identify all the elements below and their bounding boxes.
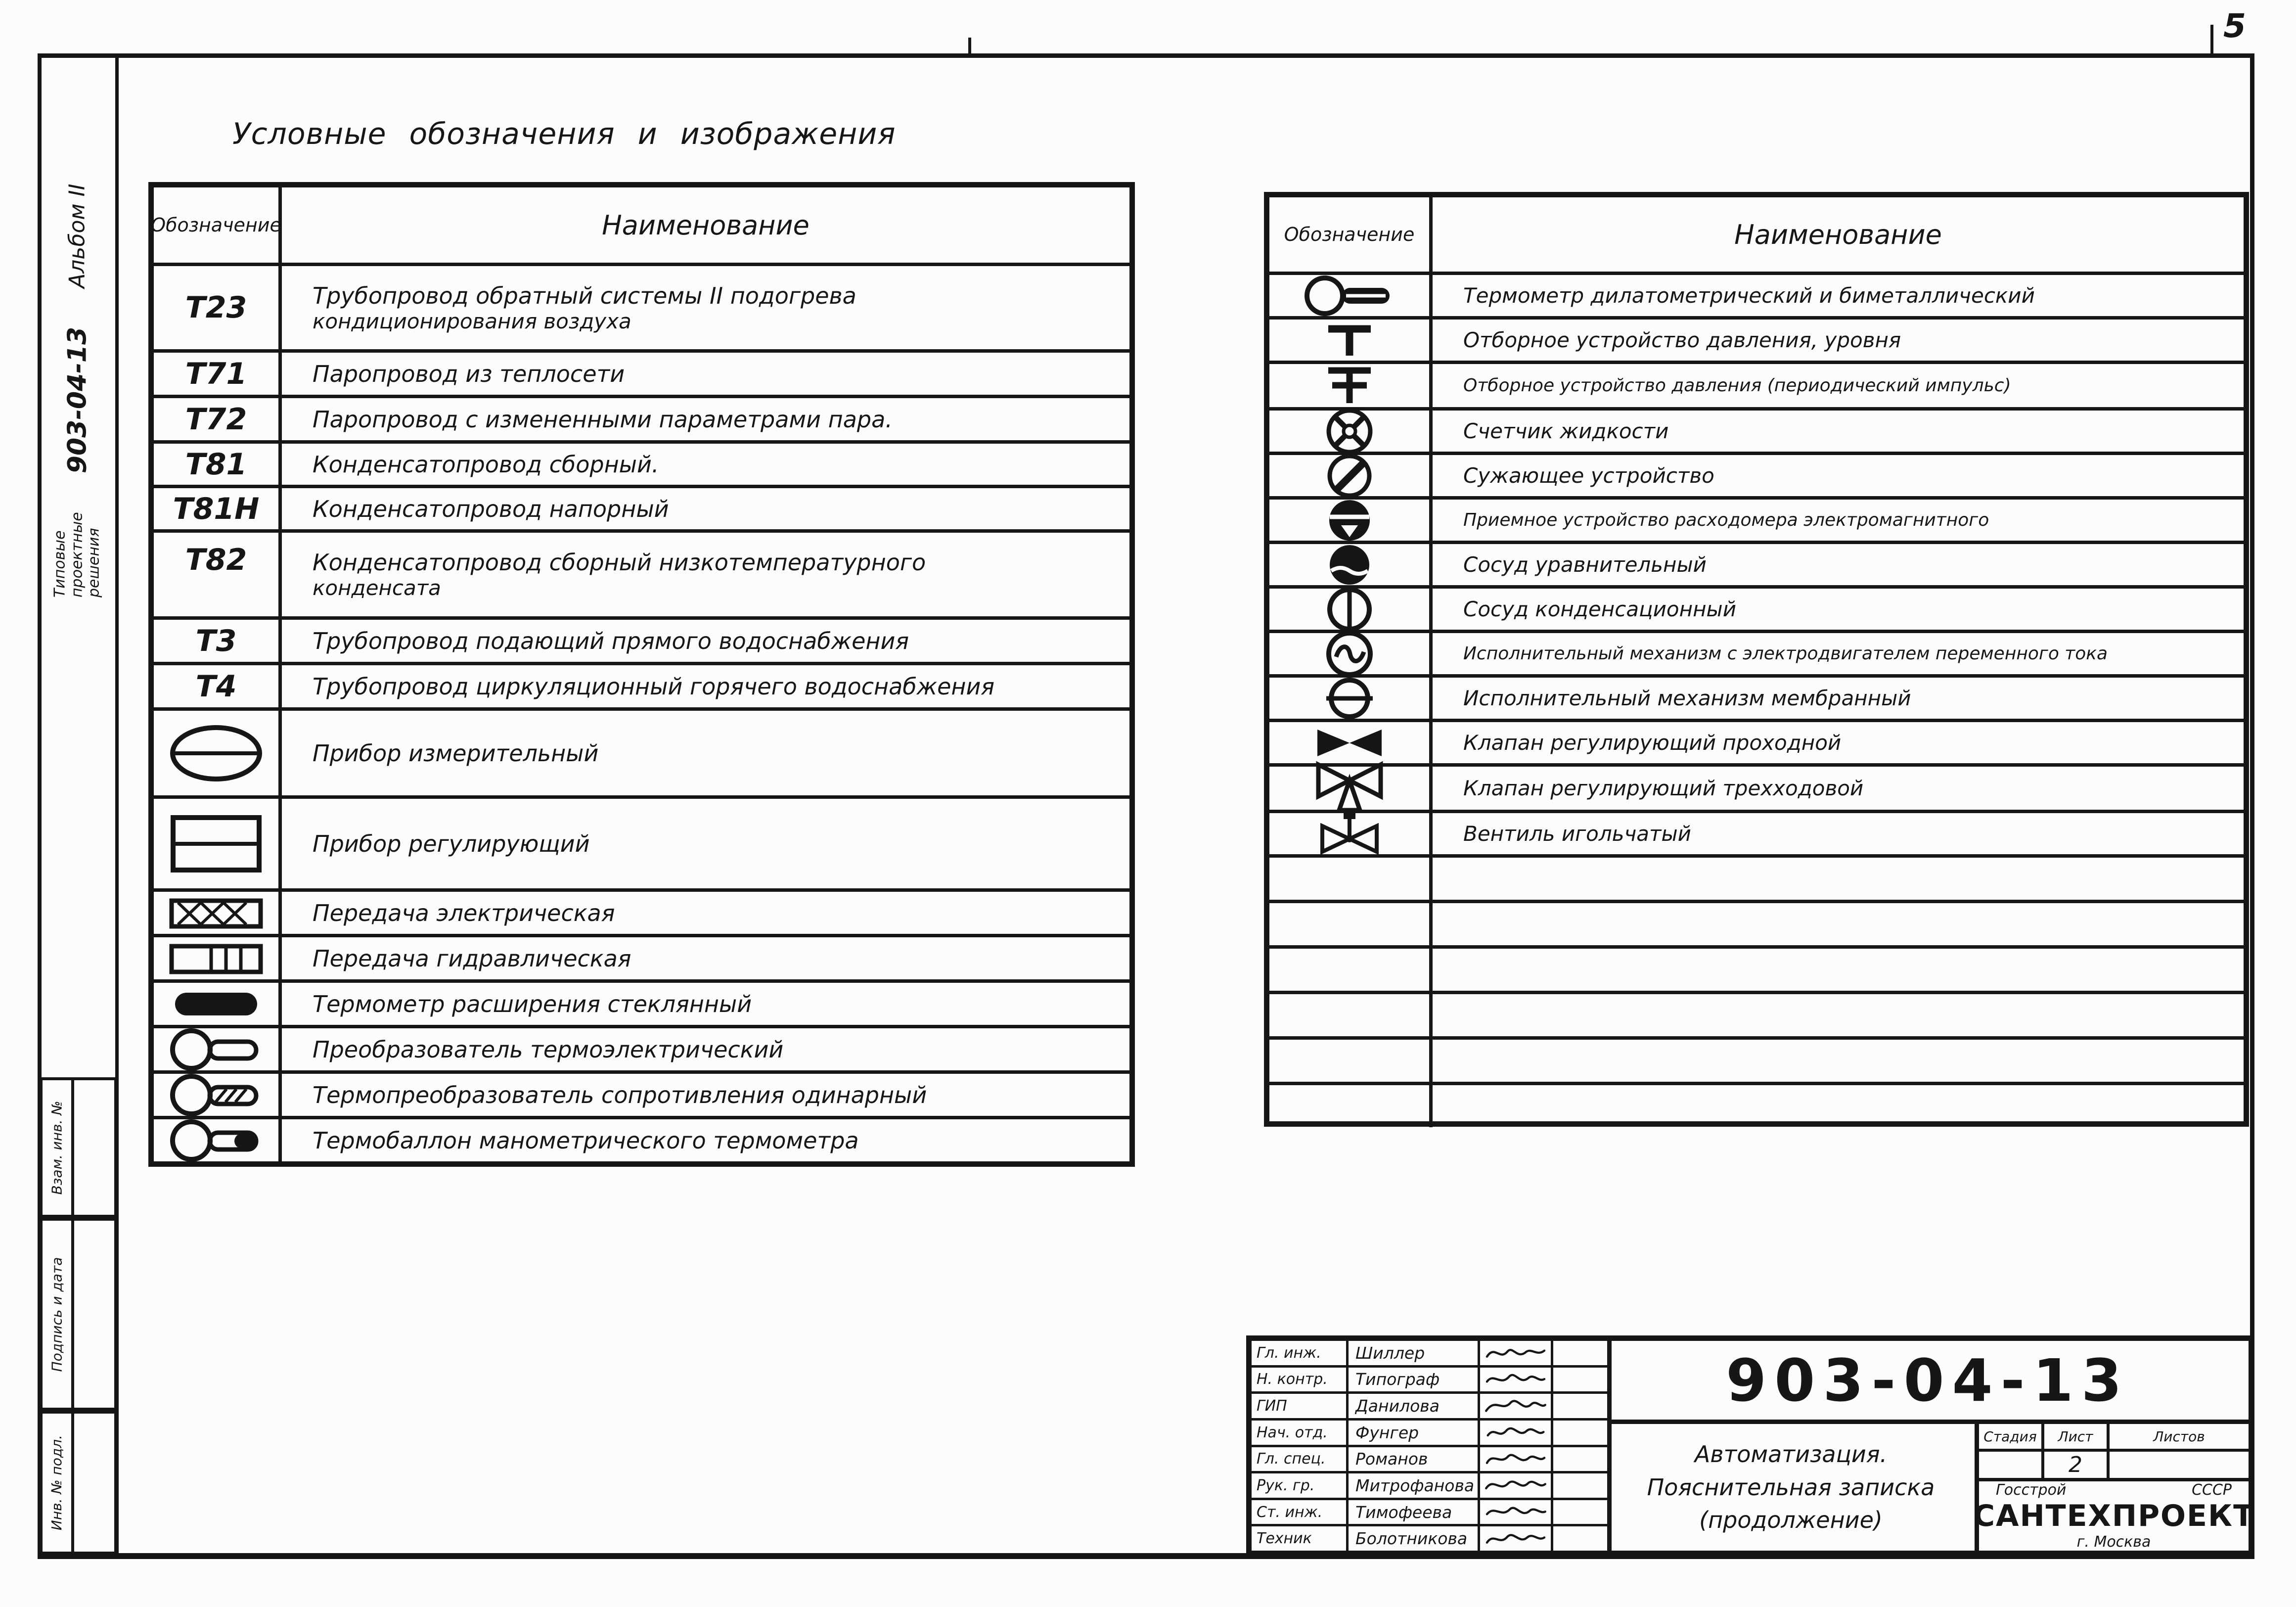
table-row bbox=[1269, 361, 2244, 407]
row-name: Клапан регулирующий проходной bbox=[1463, 731, 1842, 755]
signature-icon bbox=[1480, 1368, 1553, 1392]
table-header-row bbox=[151, 187, 1129, 263]
stage-sheet-area bbox=[1973, 1424, 2255, 1551]
row-name: Сужающее устройство bbox=[1463, 463, 1714, 488]
subject-line: Пояснительная записка bbox=[1647, 1473, 1935, 1501]
pipe-code: Т4 bbox=[154, 665, 282, 707]
signature-role: ГИП bbox=[1252, 1394, 1349, 1418]
margin-code: 903-04-13 bbox=[62, 327, 92, 474]
dilatometric-thermometer-icon bbox=[1269, 275, 1433, 316]
glass-thermometer-icon bbox=[154, 983, 282, 1025]
empty-table-row bbox=[1269, 1082, 2244, 1127]
pipe-code: Т72 bbox=[154, 398, 282, 440]
signature-icon bbox=[1480, 1526, 1553, 1551]
table-row bbox=[1269, 810, 2244, 854]
condensing-vessel-icon bbox=[1269, 589, 1433, 630]
stamp-box-label: Взам. инв. № bbox=[48, 1100, 65, 1195]
organization-cell bbox=[1973, 1481, 2255, 1551]
three-way-control-valve-icon bbox=[1269, 767, 1433, 810]
header-name: Наименование bbox=[602, 209, 810, 241]
signature-name: Данилова bbox=[1349, 1394, 1480, 1418]
liquid-counter-icon bbox=[1269, 411, 1433, 452]
stamp-box-label: Инв. № подл. bbox=[48, 1434, 65, 1531]
table-row bbox=[154, 529, 1129, 616]
table-row bbox=[154, 1116, 1129, 1161]
corner-sheet-number: 5 bbox=[2223, 7, 2246, 45]
table-row bbox=[1269, 630, 2244, 674]
empty-table-row bbox=[1269, 900, 2244, 945]
table-row bbox=[154, 395, 1129, 440]
header-symbol: Обозначение bbox=[154, 187, 282, 263]
corner-number-tick bbox=[2210, 25, 2213, 53]
sheets-label: Листов bbox=[2153, 1428, 2205, 1445]
row-name: Клапан регулирующий трехходовой bbox=[1463, 776, 1864, 800]
sheet-label: Лист bbox=[2044, 1424, 2110, 1449]
signature-name: Шиллер bbox=[1349, 1341, 1480, 1365]
table-row bbox=[154, 1025, 1129, 1070]
signature-date bbox=[1553, 1526, 1607, 1551]
pipe-code: Т3 bbox=[154, 620, 282, 662]
margin-series-line: решения bbox=[85, 528, 103, 598]
signature-icon bbox=[1480, 1341, 1553, 1365]
signature-icon bbox=[1480, 1447, 1553, 1471]
table-row bbox=[154, 707, 1129, 795]
sheet-number: 2 bbox=[2044, 1452, 2110, 1478]
resistance-transducer-icon bbox=[154, 1074, 282, 1116]
row-name: Конденсатопровод сборный. bbox=[313, 451, 659, 478]
table-row bbox=[154, 440, 1129, 485]
narrowing-device-icon bbox=[1269, 455, 1433, 496]
signature-role: Рук. гр. bbox=[1252, 1473, 1349, 1498]
em-flowmeter-receiver-icon bbox=[1269, 500, 1433, 541]
row-name: Отборное устройство давления, уровня bbox=[1463, 328, 1901, 352]
row-name: Трубопровод циркуляционный горячего водоснабжения bbox=[313, 673, 995, 700]
row-name: Прибор регулирующий bbox=[313, 830, 590, 857]
signature-name: Болотникова bbox=[1349, 1526, 1480, 1551]
pressure-tap-periodic-icon bbox=[1269, 364, 1433, 407]
table-row bbox=[154, 979, 1129, 1025]
row-name: Передача электрическая bbox=[313, 899, 615, 926]
page-title: Условные обозначения и изображения bbox=[232, 117, 896, 151]
header-symbol: Обозначение bbox=[1269, 197, 1433, 272]
legend-table-left bbox=[148, 182, 1135, 1167]
pipe-code: Т23 bbox=[154, 266, 282, 349]
row-name: Конденсатопровод сборный низкотемпературного bbox=[313, 549, 926, 576]
row-name: Сосуд уравнительный bbox=[1463, 552, 1707, 577]
empty-table-row bbox=[1269, 991, 2244, 1036]
row-name: Прибор измерительный bbox=[313, 739, 599, 767]
title-block bbox=[1246, 1335, 2254, 1556]
pressure-tap-icon bbox=[1269, 320, 1433, 361]
thermobulb-icon bbox=[154, 1119, 282, 1161]
signature-role: Ст. инж. bbox=[1252, 1500, 1349, 1524]
table-row bbox=[154, 888, 1129, 934]
subject-line: (продолжение) bbox=[1699, 1507, 1883, 1534]
signature-role: Техник bbox=[1252, 1526, 1349, 1551]
signature-name: Тимофеева bbox=[1349, 1500, 1480, 1524]
margin-series-line: проектные bbox=[68, 512, 86, 598]
signature-row bbox=[1252, 1418, 1607, 1445]
stamp-box-blank bbox=[74, 1221, 114, 1408]
stamp-box-blank bbox=[74, 1080, 114, 1215]
row-name: Термопреобразователь сопротивления одинарный bbox=[313, 1081, 927, 1108]
stage-header-row bbox=[1979, 1424, 2249, 1452]
signature-name: Романов bbox=[1349, 1447, 1480, 1471]
row-name: Трубопровод обратный системы II подогрева bbox=[313, 282, 856, 309]
table-row bbox=[1269, 452, 2244, 496]
row-name: Термобаллон манометрического термометра bbox=[313, 1127, 859, 1154]
signature-icon bbox=[1480, 1500, 1553, 1524]
thermoelectric-transducer-icon bbox=[154, 1028, 282, 1070]
signature-date bbox=[1553, 1473, 1607, 1498]
row-name: Сосуд конденсационный bbox=[1463, 597, 1737, 621]
margin-note bbox=[40, 114, 115, 668]
stage-value-row bbox=[1979, 1452, 2249, 1481]
empty-table-row bbox=[1269, 1036, 2244, 1082]
frame-top-line bbox=[40, 53, 2254, 58]
subject-line: Автоматизация. bbox=[1694, 1440, 1888, 1468]
pipe-code: Т82 bbox=[154, 533, 282, 616]
pipe-code: Т81Н bbox=[154, 488, 282, 529]
row-name: Термометр дилатометрический и биметаллический bbox=[1463, 283, 2035, 308]
measuring-instrument-icon bbox=[154, 711, 282, 795]
empty-table-row bbox=[1269, 945, 2244, 991]
legend-table-right bbox=[1264, 192, 2249, 1127]
table-row bbox=[1269, 541, 2244, 585]
signature-row bbox=[1252, 1391, 1607, 1418]
signature-icon bbox=[1480, 1421, 1553, 1445]
signature-role: Гл. спец. bbox=[1252, 1447, 1349, 1471]
hydraulic-transmission-icon bbox=[154, 937, 282, 979]
signature-date bbox=[1553, 1341, 1607, 1365]
margin-series bbox=[52, 512, 103, 597]
header-name: Наименование bbox=[1734, 219, 1942, 250]
table-row bbox=[154, 934, 1129, 979]
row-name: Счетчик жидкости bbox=[1463, 419, 1669, 443]
pipe-code: Т71 bbox=[154, 353, 282, 395]
stamp-box-vzam bbox=[40, 1077, 117, 1218]
row-name: Приемное устройство расходомера электромагнитного bbox=[1463, 510, 1989, 530]
table-row bbox=[1269, 316, 2244, 361]
row-name: Паропровод из теплосети bbox=[313, 360, 625, 387]
table-row bbox=[154, 662, 1129, 707]
margin-series-line: Типовые bbox=[51, 530, 69, 598]
stamp-box-inv bbox=[40, 1411, 117, 1555]
signature-row bbox=[1252, 1498, 1607, 1524]
ac-motor-actuator-icon bbox=[1269, 633, 1433, 674]
row-name: Конденсатопровод напорный bbox=[313, 495, 669, 522]
signature-date bbox=[1553, 1500, 1607, 1524]
signature-date bbox=[1553, 1394, 1607, 1418]
table-row bbox=[154, 263, 1129, 349]
org-name: САНТЕХПРОЕКТ bbox=[1973, 1499, 2255, 1533]
empty-table-row bbox=[1269, 854, 2244, 900]
signature-name: Митрофанова bbox=[1349, 1473, 1480, 1498]
signature-icon bbox=[1480, 1473, 1553, 1498]
stamp-box-label: Подпись и дата bbox=[48, 1257, 65, 1372]
table-row bbox=[1269, 674, 2244, 719]
row-name: Передача гидравлическая bbox=[313, 945, 631, 972]
table-row bbox=[154, 1070, 1129, 1116]
org-city: г. Москва bbox=[2076, 1533, 2151, 1551]
table-row bbox=[1269, 272, 2244, 316]
row-name: Исполнительный механизм с электродвигателем переменного тока bbox=[1463, 643, 2108, 664]
org-authority: Госстрой bbox=[1996, 1481, 2067, 1499]
table-row bbox=[1269, 719, 2244, 763]
needle-valve-icon bbox=[1269, 813, 1433, 854]
signature-name: Типограф bbox=[1349, 1368, 1480, 1392]
sheets-value bbox=[2110, 1452, 2249, 1478]
signature-name: Фунгер bbox=[1349, 1421, 1480, 1445]
stamp-box-blank bbox=[74, 1414, 114, 1552]
table-row bbox=[1269, 407, 2244, 452]
row-name: Вентиль игольчатый bbox=[1463, 822, 1691, 846]
table-row bbox=[1269, 496, 2244, 541]
signature-date bbox=[1553, 1368, 1607, 1392]
stage-label: Стадия bbox=[1979, 1424, 2044, 1449]
row-name: Преобразователь термоэлектрический bbox=[313, 1036, 784, 1063]
row-name-line2: конденсата bbox=[313, 576, 441, 600]
table-header-row bbox=[1269, 197, 2244, 272]
row-name-line2: кондиционирования воздуха bbox=[313, 309, 631, 333]
through-control-valve-icon bbox=[1269, 722, 1433, 763]
signature-role: Гл. инж. bbox=[1252, 1341, 1349, 1365]
row-name: Паропровод с измененными параметрами пара. bbox=[313, 406, 893, 433]
row-name: Исполнительный механизм мембранный bbox=[1463, 686, 1911, 710]
document-number: 903-04-13 bbox=[1607, 1341, 2249, 1424]
signature-icon bbox=[1480, 1394, 1553, 1418]
membrane-actuator-icon bbox=[1269, 678, 1433, 719]
regulating-instrument-icon bbox=[154, 799, 282, 888]
signature-role: Н. контр. bbox=[1252, 1368, 1349, 1392]
row-name: Термометр расширения стеклянный bbox=[313, 990, 752, 1017]
margin-album: Альбом II bbox=[65, 184, 90, 289]
signature-row bbox=[1252, 1365, 1607, 1392]
equalizing-vessel-icon bbox=[1269, 544, 1433, 585]
stage-value bbox=[1979, 1452, 2044, 1478]
top-center-tick bbox=[968, 38, 971, 53]
signature-row bbox=[1252, 1341, 1607, 1365]
row-name: Отборное устройство давления (периодический импульс) bbox=[1463, 375, 2011, 396]
table-row bbox=[1269, 763, 2244, 810]
row-name: Трубопровод подающий прямого водоснабжения bbox=[313, 627, 909, 654]
signature-row bbox=[1252, 1445, 1607, 1471]
signature-table bbox=[1252, 1341, 1612, 1551]
table-row bbox=[154, 795, 1129, 888]
frame-right-line bbox=[2250, 53, 2254, 1559]
table-row bbox=[154, 485, 1129, 529]
signature-row bbox=[1252, 1524, 1607, 1551]
document-subject bbox=[1607, 1424, 1979, 1551]
signature-role: Нач. отд. bbox=[1252, 1421, 1349, 1445]
table-row bbox=[154, 616, 1129, 662]
table-row bbox=[154, 349, 1129, 395]
pipe-code: Т81 bbox=[154, 444, 282, 485]
table-row bbox=[1269, 585, 2244, 630]
signature-row bbox=[1252, 1471, 1607, 1498]
signature-date bbox=[1553, 1447, 1607, 1471]
electric-transmission-icon bbox=[154, 892, 282, 934]
stamp-box-podpis bbox=[40, 1218, 117, 1411]
signature-date bbox=[1553, 1421, 1607, 1445]
org-country: СССР bbox=[2192, 1481, 2232, 1499]
